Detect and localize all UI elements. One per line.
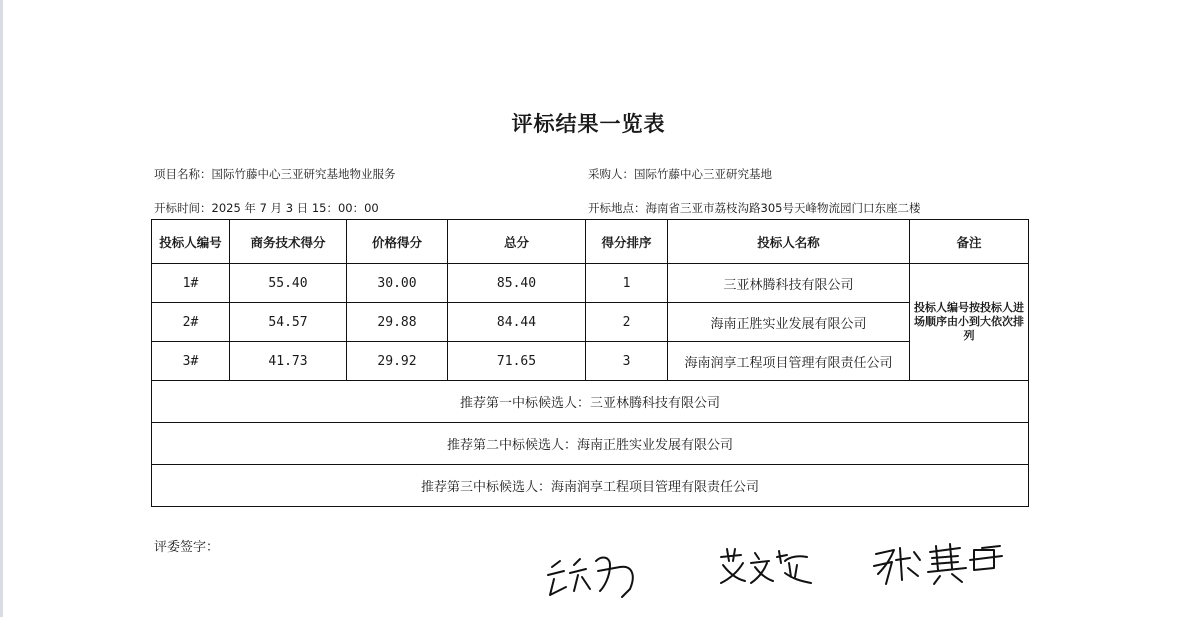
table-row	[152, 264, 1029, 303]
header-remark: 备注	[910, 220, 1029, 264]
project-name-line	[154, 166, 396, 182]
open-time-label: 开标时间：	[154, 201, 212, 215]
handwritten-signature-1	[540, 545, 650, 605]
cell-rank: 2	[586, 303, 668, 342]
document-title: 评标结果一览表	[511, 111, 666, 136]
project-name-value: 国际竹藤中心三亚研究基地物业服务	[211, 167, 396, 181]
recommendation-third: 推荐第三中标候选人：海南润享工程项目管理有限责任公司	[152, 465, 1029, 507]
cell-price-score: 29.88	[347, 303, 448, 342]
cell-bidder-id: 2#	[152, 303, 230, 342]
header-tech-score: 商务技术得分	[230, 220, 347, 264]
judge-signature-label: 评委签字：	[154, 540, 220, 555]
cell-price-score: 29.92	[347, 342, 448, 381]
cell-remark: 投标人编号按投标人进场顺序由小到大依次排列	[910, 264, 1029, 381]
recommendation-row	[152, 465, 1029, 507]
cell-bidder-name: 三亚林腾科技有限公司	[668, 264, 910, 303]
cell-total-score: 71.65	[448, 342, 586, 381]
cell-tech-score: 54.57	[230, 303, 347, 342]
cell-rank: 3	[586, 342, 668, 381]
cell-bidder-name: 海南正胜实业发展有限公司	[668, 303, 910, 342]
cell-bidder-name: 海南润享工程项目管理有限责任公司	[668, 342, 910, 381]
handwritten-signature-2	[715, 543, 815, 588]
open-time-line	[154, 200, 379, 216]
open-time-value: 2025 年 7 月 3 日 15：00：00	[211, 201, 379, 215]
buyer-label: 采购人：	[588, 167, 634, 181]
buyer-line	[588, 166, 772, 182]
table-row	[152, 303, 1029, 342]
recommendation-second: 推荐第二中标候选人：海南正胜实业发展有限公司	[152, 423, 1029, 465]
handwritten-signature-3	[870, 540, 1010, 590]
recommendation-first: 推荐第一中标候选人：三亚林腾科技有限公司	[152, 381, 1029, 423]
cell-bidder-id: 3#	[152, 342, 230, 381]
table-header-row	[152, 220, 1029, 264]
open-place-value: 海南省三亚市荔枝沟路305号天峰物流园门口东座二楼	[645, 201, 921, 215]
header-total-score: 总分	[448, 220, 586, 264]
cell-total-score: 84.44	[448, 303, 586, 342]
cell-bidder-id: 1#	[152, 264, 230, 303]
header-price-score: 价格得分	[347, 220, 448, 264]
table-row	[152, 342, 1029, 381]
page-left-edge	[0, 0, 3, 617]
header-bidder-name: 投标人名称	[668, 220, 910, 264]
cell-price-score: 30.00	[347, 264, 448, 303]
recommendation-row	[152, 423, 1029, 465]
results-table	[151, 219, 1029, 507]
open-place-line	[588, 200, 920, 216]
header-bidder-id: 投标人编号	[152, 220, 230, 264]
cell-tech-score: 55.40	[230, 264, 347, 303]
buyer-value: 国际竹藤中心三亚研究基地	[634, 167, 772, 181]
cell-tech-score: 41.73	[230, 342, 347, 381]
cell-rank: 1	[586, 264, 668, 303]
project-name-label: 项目名称：	[154, 167, 212, 181]
header-rank: 得分排序	[586, 220, 668, 264]
recommendation-row	[152, 381, 1029, 423]
open-place-label: 开标地点：	[588, 201, 646, 215]
cell-total-score: 85.40	[448, 264, 586, 303]
